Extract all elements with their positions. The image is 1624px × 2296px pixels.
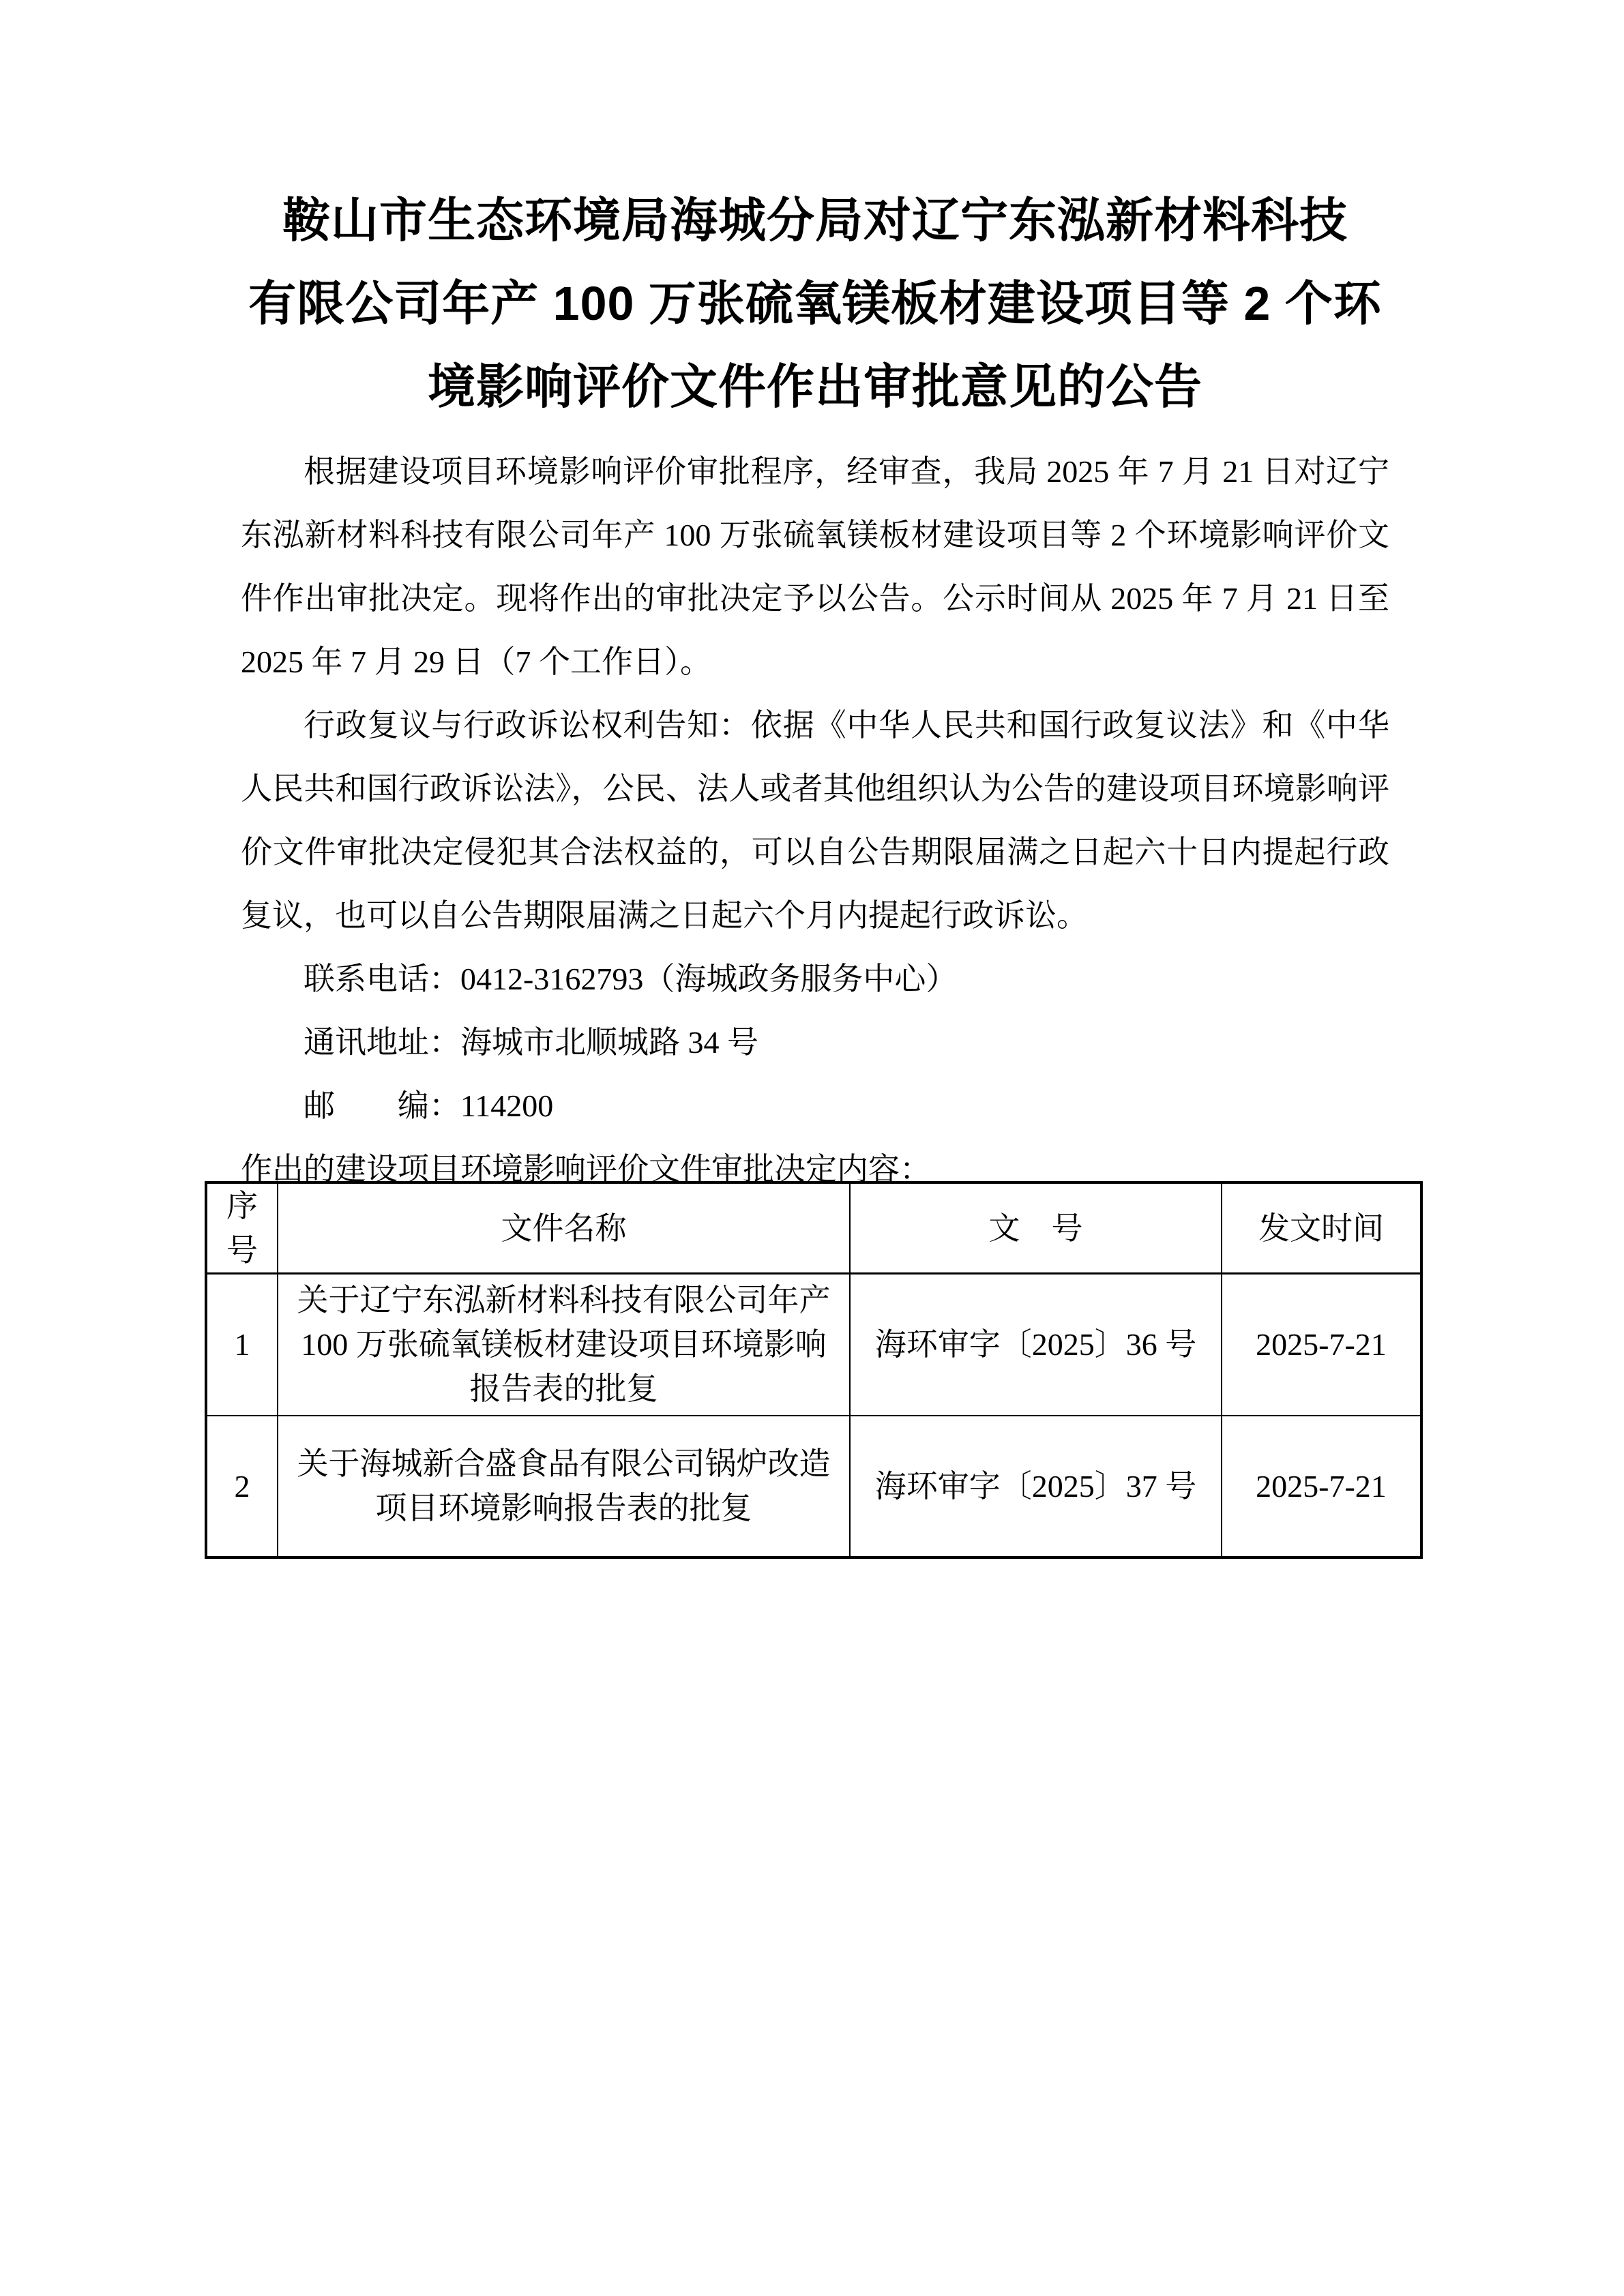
cell-document-number: 海环审字〔2025〕36 号 (850, 1274, 1222, 1416)
document-body (241, 440, 1389, 1201)
postal-code-line: 邮 编：114200 (304, 1088, 554, 1123)
title-line-2: 有限公司年产 100 万张硫氧镁板材建设项目等 2 个环 (248, 277, 1382, 330)
cell-seq: 2 (206, 1416, 278, 1557)
column-header-document-number: 文 号 (850, 1182, 1222, 1274)
table-header-row (206, 1182, 1421, 1274)
title-line-1: 鞍山市生态环境局海城分局对辽宁东泓新材料科技 (282, 194, 1348, 247)
approval-decisions-table (205, 1181, 1423, 1559)
table-intro-line: 作出的建设项目环境影响评价文件审批决定内容： (241, 1152, 931, 1187)
table-row (206, 1416, 1421, 1557)
contact-address-line: 通讯地址：海城市北顺城路 34 号 (304, 1025, 758, 1060)
title-line-3: 境影响评价文件作出审批意见的公告 (428, 360, 1202, 413)
column-header-issue-date: 发文时间 (1222, 1182, 1421, 1274)
cell-issue-date: 2025-7-21 (1222, 1416, 1421, 1557)
cell-document-name: 关于辽宁东泓新材料科技有限公司年产 100 万张硫氧镁板材建设项目环境影响报告表的批复 (278, 1274, 850, 1416)
cell-document-number: 海环审字〔2025〕37 号 (850, 1416, 1222, 1557)
table-row (206, 1274, 1421, 1416)
paragraph-legal-rights-notice: 行政复议与行政诉讼权利告知：依据《中华人民共和国行政复议法》和《中华人民共和国行政诉讼法》，公民、法人或者其他组织认为公告的建设项目环境影响评价文件审批决定侵犯其合法权益的，可以自公告期限届满之日起六十日内提起行政复议，也可以自公告期限届满之日起六个月内提起行政诉讼。 (241, 708, 1389, 933)
column-header-document-name: 文件名称 (278, 1182, 850, 1274)
cell-document-name: 关于海城新合盛食品有限公司锅炉改造项目环境影响报告表的批复 (278, 1416, 850, 1557)
document-title (241, 179, 1389, 428)
column-header-seq: 序号 (206, 1182, 278, 1274)
cell-issue-date: 2025-7-21 (1222, 1274, 1421, 1416)
contact-phone-line: 联系电话：0412-3162793（海城政务服务中心） (304, 961, 958, 996)
cell-seq: 1 (206, 1274, 278, 1416)
paragraph-approval-announcement: 根据建设项目环境影响评价审批程序，经审查，我局 2025 年 7 月 21 日对辽宁东泓新材料科技有限公司年产 100 万张硫氧镁板材建设项目等 2 个环境影响评价文件作出审批决定。现将作出的审批决定予以公告。公示时间从 2025 年 7 月 21 日至 2025 年 7 月 29 日（7 个工作日）。 (241, 454, 1389, 679)
